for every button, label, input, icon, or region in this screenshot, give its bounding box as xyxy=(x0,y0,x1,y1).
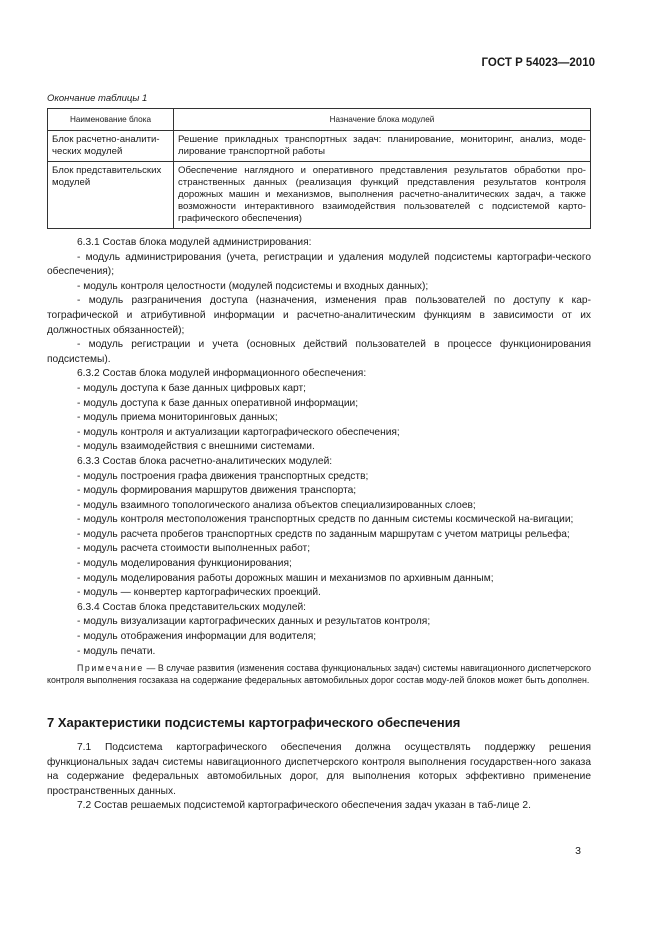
table-cell-name: Блок расчетно-аналити-ческих модулей xyxy=(48,131,174,162)
list-item: - модуль формирования маршрутов движения транспорта; xyxy=(77,485,357,497)
list-item: - модуль моделирования работы дорожных машин и механизмов по архивным данным; xyxy=(77,572,494,584)
list-item: - модуль расчета пробегов транспортных средств по заданным маршрутам с учетом матрицы рельефа; xyxy=(77,528,570,540)
clause-heading: 6.3.2 Состав блока модулей информационного обеспечения: xyxy=(77,368,367,380)
section-heading: 7 Характеристики подсистемы картографического обеспечения xyxy=(47,715,461,730)
table-row xyxy=(48,131,591,162)
page-number: 3 xyxy=(575,845,581,857)
column-header: Наименование блока xyxy=(48,109,174,131)
table-cell-purpose: Решение прикладных транспортных задач: планирование, мониторинг, анализ, моде-лирование транспортной работы xyxy=(174,131,591,162)
list-item: - модуль разграничения доступа (назначения, изменения прав пользователей по доступу к кар-тографической и атрибутивной информации и расчетно-аналитическим функциям в зависимости от их должностных обязанностей); xyxy=(47,295,591,336)
list-item: - модуль печати. xyxy=(77,645,156,657)
note xyxy=(47,662,591,686)
list-item: - модуль доступа к базе данных цифровых карт; xyxy=(77,382,306,394)
list-item: - модуль доступа к базе данных оперативной информации; xyxy=(77,397,359,409)
list-item: - модуль визуализации картографических данных и результатов контроля; xyxy=(77,616,431,628)
standard-code: ГОСТ Р 54023—2010 xyxy=(481,57,595,69)
list-item: - модуль регистрации и учета (основных действий пользователей в процессе функционирования подсистемы). xyxy=(47,339,591,365)
list-item: - модуль контроля и актуализации картографического обеспечения; xyxy=(77,426,400,438)
list-item: - модуль расчета стоимости выполненных работ; xyxy=(77,543,311,555)
modules-table xyxy=(47,108,591,229)
list-item: - модуль взаимодействия с внешними системами. xyxy=(77,441,315,453)
table-caption: Окончание таблицы 1 xyxy=(47,93,148,104)
table-header-row xyxy=(48,109,591,131)
list-item: - модуль отображения информации для водителя; xyxy=(77,631,317,643)
clause-paragraph: 7.1 Подсистема картографического обеспечения должна осуществлять поддержку решения функциональных задач системы навигационного диспетчерского контроля выполнения государствен-ного заказа на содержание федеральных автомобильных дорог, для выполнения которых эффективно применение пространственных данных. xyxy=(47,742,591,797)
section-7-body xyxy=(47,741,591,814)
list-item: - модуль контроля целостности (модулей подсистемы и входных данных); xyxy=(77,280,429,292)
list-item: - модуль моделирования функционирования; xyxy=(77,558,292,570)
clause-heading: 6.3.4 Состав блока представительских модулей: xyxy=(77,601,307,613)
list-item: - модуль контроля местоположения транспортных средств по данным системы космической на-вигации; xyxy=(77,514,574,526)
table-cell-name: Блок представительских модулей xyxy=(48,162,174,229)
clause-paragraph: 7.2 Состав решаемых подсистемой картографического обеспечения задач указан в таб-лице 2. xyxy=(77,800,531,812)
list-item: - модуль построения графа движения транспортных средств; xyxy=(77,470,369,482)
clause-heading: 6.3.1 Состав блока модулей администрирования: xyxy=(77,237,312,248)
table-cell-purpose: Обеспечение наглядного и оперативного представления результатов обработки про-странственных данных (реализация функций представления результатов контроля дорожных машин и механизмов, выполнения расчетно-аналитических задач, а также возможности интерактивного взаимодействия пользователей с подсистемой карто-графического обеспечения) xyxy=(174,162,591,229)
column-header: Назначение блока модулей xyxy=(174,109,591,131)
note-text: — В случае развития (изменения состава функциональных задач) системы навигационного диспетчерского контроля выполнения госзаказа на содержание федеральных автомобильных дорог состав моду-лей блоков может быть дополнен. xyxy=(47,663,591,686)
clause-heading: 6.3.3 Состав блока расчетно-аналитических модулей: xyxy=(77,455,333,467)
section-6-body xyxy=(47,236,591,687)
list-item: - модуль — конвертер картографических проекций. xyxy=(77,587,321,599)
table-row xyxy=(48,162,591,229)
list-item: - модуль взаимного топологического анализа объектов специализированных слоев; xyxy=(77,499,476,511)
note-label: Примечание xyxy=(77,663,144,674)
list-item: - модуль администрирования (учета, регистрации и удаления модулей подсистемы картографи-ческого обеспечения); xyxy=(47,251,591,278)
list-item: - модуль приема мониторинговых данных; xyxy=(77,412,278,424)
